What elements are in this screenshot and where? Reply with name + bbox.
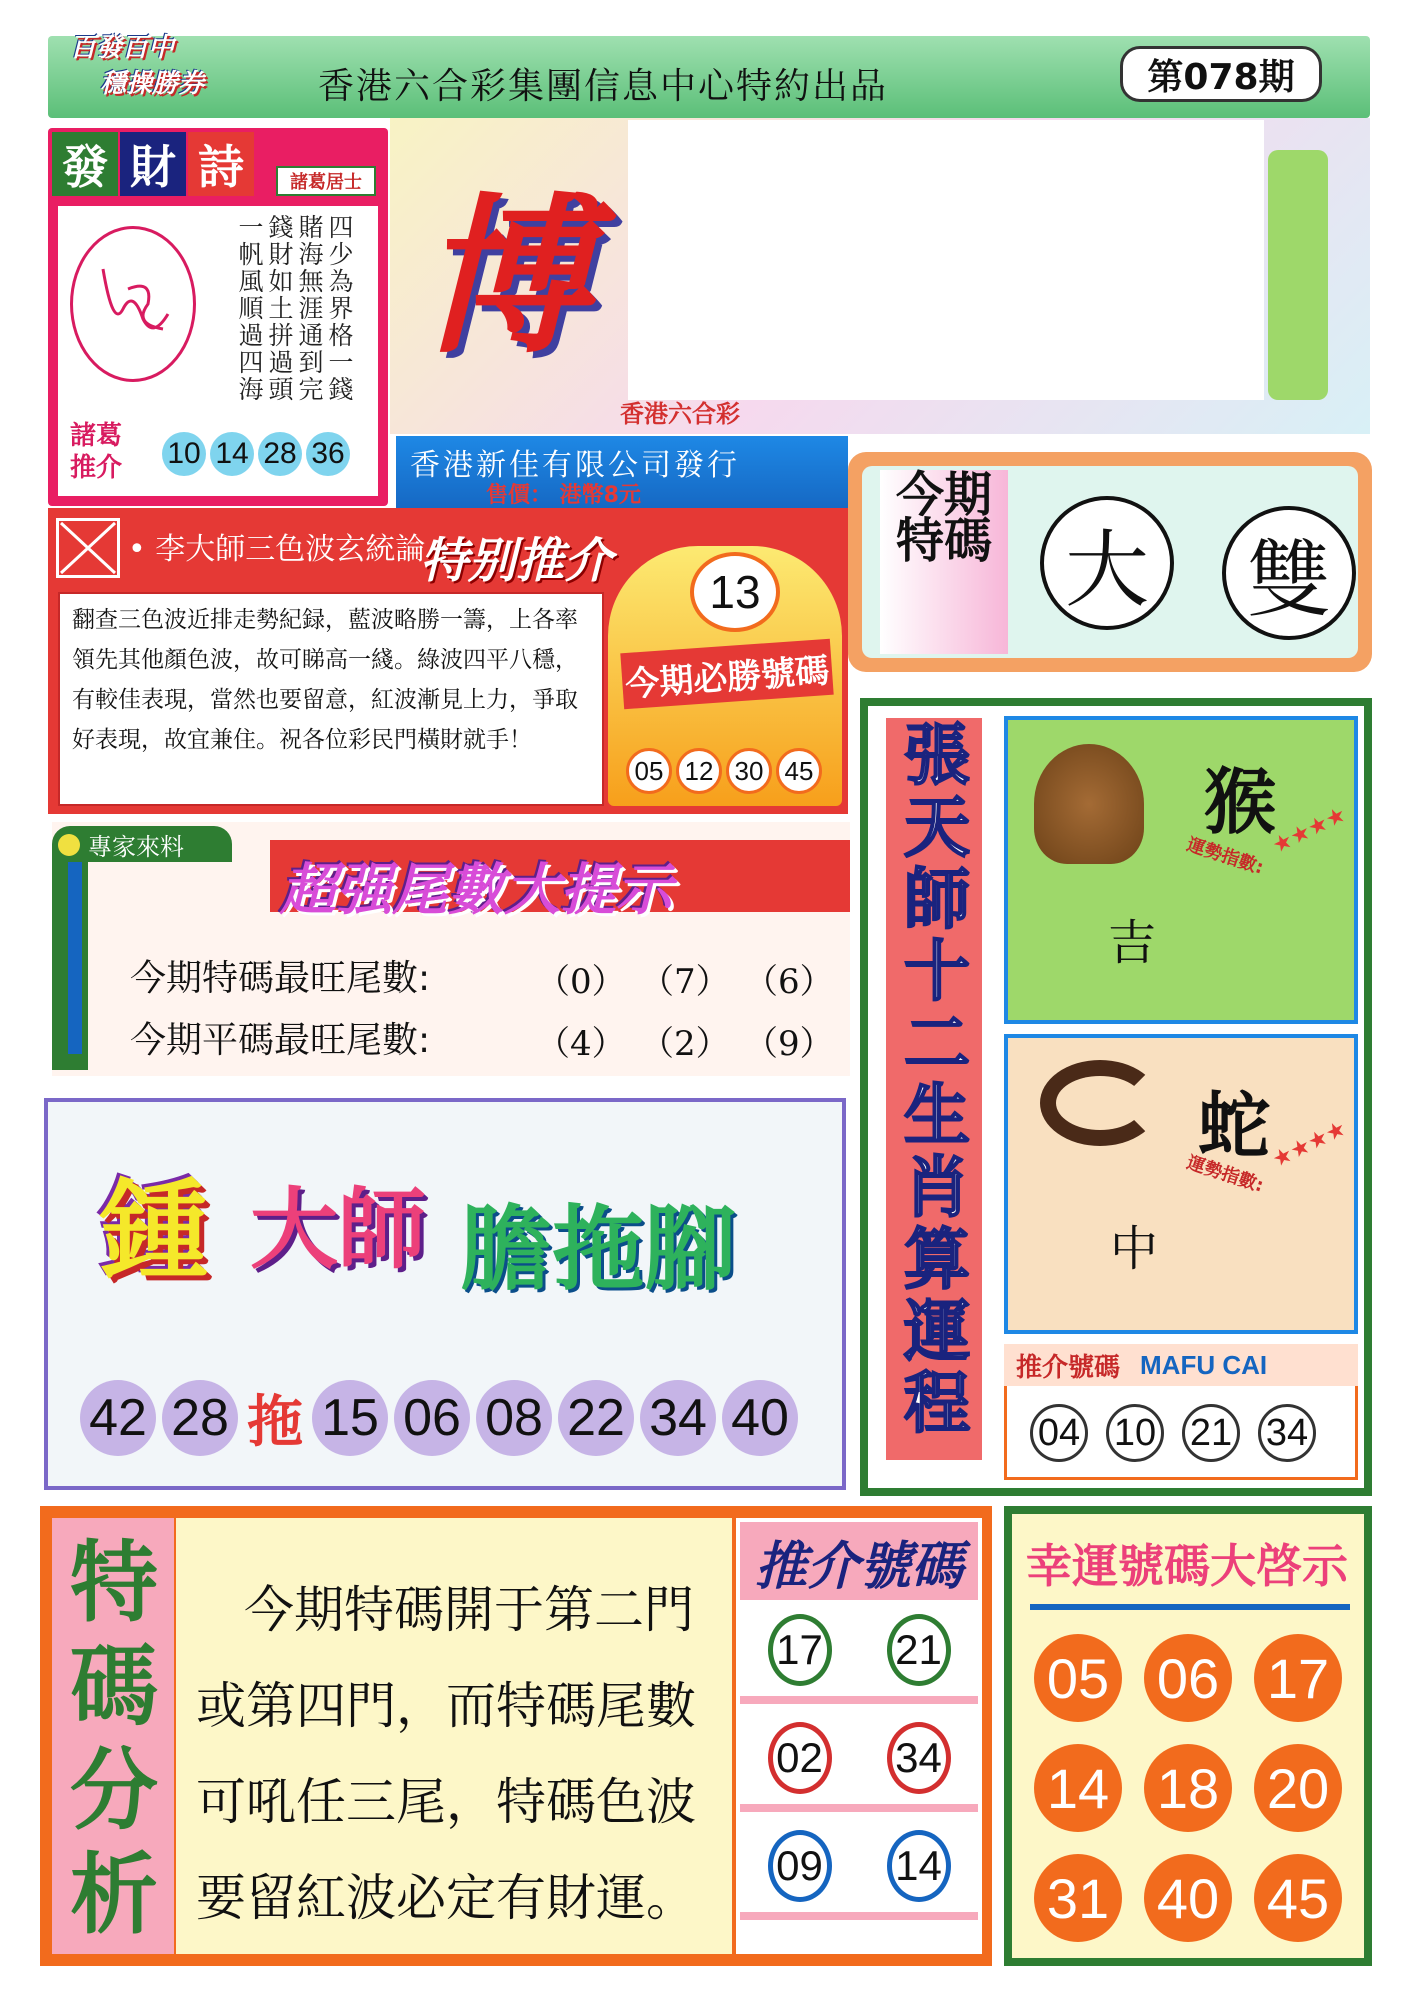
number-ball: 09 bbox=[768, 1830, 832, 1902]
number-ball: 36 bbox=[306, 432, 350, 476]
number-ball: 42 bbox=[80, 1380, 156, 1456]
number-ball: 14 bbox=[210, 432, 254, 476]
drag-label: 拖 bbox=[247, 1389, 303, 1455]
recommend-row bbox=[740, 1604, 978, 1704]
number-ball: 05 bbox=[626, 748, 672, 794]
tail-title: 超强尾數大提示 bbox=[280, 858, 672, 923]
poem-title-char: 財 bbox=[120, 132, 186, 196]
number-ball: 21 bbox=[887, 1614, 951, 1686]
number-ball: 20 bbox=[1254, 1744, 1342, 1832]
number-ball: 12 bbox=[676, 748, 722, 794]
number-ball: 21 bbox=[1182, 1404, 1240, 1462]
number-ball: 14 bbox=[1034, 1744, 1122, 1832]
number-ball: 06 bbox=[394, 1380, 470, 1456]
zodiac-title: 張天師十二生肖算運程 bbox=[904, 717, 970, 1442]
number-ball: 28 bbox=[162, 1380, 238, 1456]
number-ball: 10 bbox=[1106, 1404, 1164, 1462]
special-code-label: 今期特碼 bbox=[880, 470, 1008, 654]
logo bbox=[70, 30, 270, 116]
number-ball: 15 bbox=[312, 1380, 388, 1456]
mafu-cai: MAFU CAI bbox=[1140, 1349, 1268, 1380]
logo-line1: 百發百中 bbox=[70, 33, 175, 63]
zhong-numbers bbox=[80, 1378, 798, 1458]
recommend-title: 推介號碼 bbox=[740, 1522, 978, 1600]
li-master-title: • 李大師三色波玄統論 bbox=[128, 532, 426, 567]
monkey-image bbox=[1034, 744, 1144, 864]
zodiac-name: 猴 bbox=[1204, 760, 1277, 844]
tail-value: （4） bbox=[536, 1024, 626, 1064]
poem-text bbox=[234, 214, 354, 410]
special-code-big: 大 bbox=[1040, 496, 1174, 630]
mafu-label: 推介號碼 bbox=[1016, 1352, 1121, 1383]
signature-icon bbox=[73, 229, 193, 379]
star-icons: ★★★★ bbox=[1268, 801, 1351, 860]
publisher-title: 香港六合彩集團信息中心特約出品 bbox=[318, 66, 889, 107]
cross-icon bbox=[56, 518, 120, 578]
divider bbox=[1030, 1604, 1350, 1610]
poem-numbers bbox=[162, 432, 350, 476]
banner-subtitle: 香港六合彩 bbox=[620, 400, 740, 428]
tail-side-bar bbox=[68, 844, 82, 1054]
zhong-title: 鍾 bbox=[100, 1168, 209, 1294]
poem-column: 四少為界格一錢 bbox=[325, 214, 354, 403]
number-ball: 45 bbox=[1254, 1854, 1342, 1942]
must-win-numbers bbox=[626, 748, 822, 794]
fortune-index-label: 運勢指數: bbox=[1184, 1152, 1267, 1197]
price: 售價： 港幣8元 bbox=[486, 483, 641, 508]
number-ball: 17 bbox=[768, 1614, 832, 1686]
tail-value: （7） bbox=[640, 962, 730, 1002]
poem-title bbox=[52, 132, 256, 198]
tail-value: （9） bbox=[744, 1024, 834, 1064]
banner-decoration bbox=[1268, 150, 1328, 400]
must-win-ball: 13 bbox=[690, 552, 780, 632]
logo-line2: 穩操勝券 bbox=[100, 69, 205, 99]
poem-author: 諸葛居士 bbox=[276, 166, 376, 196]
company-name: 香港新佳有限公司發行 bbox=[410, 448, 740, 483]
star-icons: ★★★★ bbox=[1268, 1115, 1351, 1174]
poem-column: 賭海無涯通到完 bbox=[295, 214, 324, 403]
poem-title-char: 發 bbox=[52, 132, 118, 196]
issue-number: 第078期 bbox=[1120, 46, 1322, 102]
fortune-index-label: 運勢指數: bbox=[1184, 834, 1267, 879]
bullet-icon bbox=[58, 834, 80, 856]
zhong-title: 膽拖腳 bbox=[460, 1195, 737, 1303]
number-ball: 05 bbox=[1034, 1634, 1122, 1722]
tail-value: （0） bbox=[536, 962, 626, 1002]
analysis-side-title: 特碼分析 bbox=[69, 1530, 158, 1946]
number-ball: 30 bbox=[726, 748, 772, 794]
tail-row-special: 今期特碼最旺尾數: bbox=[130, 958, 431, 999]
lucky-title: 幸運號碼大啓示 bbox=[1026, 1539, 1348, 1593]
number-ball: 45 bbox=[776, 748, 822, 794]
number-ball: 17 bbox=[1254, 1634, 1342, 1722]
fortune-verdict: 吉 bbox=[1108, 915, 1157, 971]
mafu-numbers bbox=[1030, 1404, 1316, 1462]
banner-big-text: 博 bbox=[420, 177, 591, 377]
poem-column: 錢財如土拼過頭 bbox=[265, 214, 294, 403]
must-win-label: 今期必勝號碼 bbox=[620, 639, 833, 710]
signature-stamp bbox=[70, 226, 196, 382]
number-ball: 34 bbox=[1258, 1404, 1316, 1462]
banner-redaction bbox=[628, 120, 1264, 400]
li-master-text: 翻查三色波近排走勢紀録，藍波略勝一籌，上各率領先其他顏色波，故可睇高一綫。綠波四平八穩，有較佳表現，當然也要留意，紅波漸見上力，爭取好表現，故宜兼住。祝各位彩民門橫財就手！ bbox=[72, 607, 578, 753]
number-ball: 28 bbox=[258, 432, 302, 476]
number-ball: 18 bbox=[1144, 1744, 1232, 1832]
zhong-title: 大師 bbox=[250, 1177, 427, 1281]
special-code-even: 雙 bbox=[1222, 506, 1356, 640]
snake-image bbox=[1040, 1060, 1160, 1146]
poem-rec-label: 諸葛推介 bbox=[70, 421, 123, 483]
number-ball: 04 bbox=[1030, 1404, 1088, 1462]
lucky-numbers bbox=[1024, 1634, 1354, 1942]
tail-value: （2） bbox=[640, 1024, 730, 1064]
tail-value: （6） bbox=[744, 962, 834, 1002]
number-ball: 08 bbox=[476, 1380, 552, 1456]
number-ball: 40 bbox=[1144, 1854, 1232, 1942]
recommend-row bbox=[740, 1712, 978, 1812]
li-master-title2: 特别推介 bbox=[420, 533, 613, 589]
number-ball: 34 bbox=[887, 1722, 951, 1794]
mafu-header bbox=[1004, 1344, 1358, 1386]
number-ball: 34 bbox=[640, 1380, 716, 1456]
tail-row-normal: 今期平碼最旺尾數: bbox=[130, 1020, 431, 1061]
number-ball: 22 bbox=[558, 1380, 634, 1456]
number-ball: 06 bbox=[1144, 1634, 1232, 1722]
poem-title-char: 詩 bbox=[188, 132, 254, 196]
recommend-row bbox=[740, 1820, 978, 1920]
number-ball: 14 bbox=[887, 1830, 951, 1902]
number-ball: 40 bbox=[722, 1380, 798, 1456]
number-ball: 31 bbox=[1034, 1854, 1122, 1942]
zodiac-name: 蛇 bbox=[1198, 1084, 1271, 1168]
expert-label: 專家來料 bbox=[52, 826, 232, 862]
number-ball: 10 bbox=[162, 432, 206, 476]
poem-column: 一帆風順過四海 bbox=[235, 214, 264, 403]
fortune-verdict: 中 bbox=[1110, 1221, 1159, 1277]
analysis-text: 今期特碼開于第二門或第四門，而特碼尾數可吼任三尾，特碼色波要留紅波必定有財運。 bbox=[196, 1581, 696, 1927]
number-ball: 02 bbox=[768, 1722, 832, 1794]
